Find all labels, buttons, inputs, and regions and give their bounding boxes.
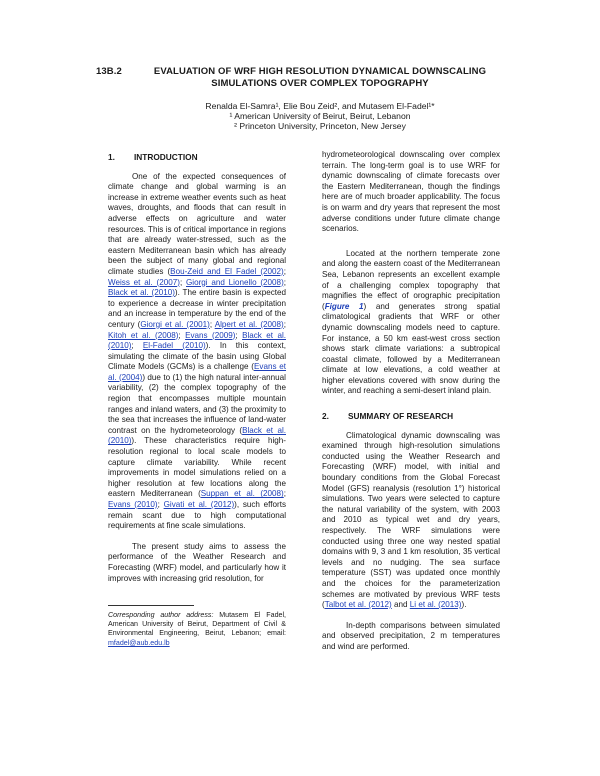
citation-link[interactable]: Li et al. (2013) [409,600,462,610]
paper-number: 13B.2 [96,66,122,77]
text-run: ), such efforts remain scant due to high computational requirements at fine scale simulations. [108,500,287,531]
text-run: ). In this context, simulating the climate of the basin using Global Climate Models (GCMs) is a challenge ( [108,341,286,372]
author-block [150,101,490,132]
intro-paragraph-3 [322,249,500,397]
citation-link[interactable]: Giorgi and Lionello (2008) [186,277,284,287]
citation-link[interactable]: Giorgi et al. (2001) [140,319,210,329]
left-column [108,152,286,584]
section-heading-introduction [108,152,286,163]
paragraph-gap [108,532,286,542]
section-number: 1. [108,152,115,162]
citation-link[interactable]: Evans et al. (2004) [108,362,286,382]
intro-paragraph-2-continued: hydrometeorological downscaling over complex terrain. The long-term goal is to use WRF for dynamic downscaling of climate forecasts over the Eastern Mediterranean, though the findings here are of much broader applicability. The focus is on warm and dry years that represent the most adverse conditions under future climate change scenarios. [322,150,500,234]
footnote-rule [108,605,194,606]
citation-link[interactable]: Black et al. (2010) [108,425,286,446]
paragraph-gap [322,611,500,621]
title-line-2: SIMULATIONS OVER COMPLEX TOPOGRAPHY [211,77,429,89]
text-run: and [391,600,410,610]
text-run: ) due to (1) the high natural inter-annual variability, (2) the complex topography of the region that encompasses multiple mountain ranges and inland waters, and (3) the proximity to the sea that increases the influence of land-water contrast on the hydrometeorology ( [108,372,286,435]
citation-link[interactable]: Talbot et al. (2012) [324,600,392,610]
citation-link[interactable]: Black et al. (2010) [108,288,175,298]
section-title: INTRODUCTION [134,152,198,162]
citation-link[interactable]: Givati et al. (2012) [163,500,235,509]
section-number: 2. [322,411,329,422]
citation-link[interactable]: El-Fadel (2010) [142,341,206,351]
author-names: Renalda El-Samra¹, Elie Bou Zeid², and Mutasem El-Fadel¹* [205,101,435,111]
text-run: ; [283,277,287,287]
footnote-text: Mutasem El Fadel, American University of Beirut, Department of Civil & Environmental Engineering, Beirut, Lebanon; email: [108,611,287,638]
text-run: ). These characteristics require high-resolution regional to local scale models to capture climate variability. While recent improvements in model simulations relied on a higher resolution at few locations along the eastern Mediterranean ( [108,436,286,499]
section-heading-summary [322,411,500,422]
text-run: ; [283,266,286,276]
text-run: ; [157,500,164,509]
citation-link[interactable]: Black et al. (2010) [108,330,286,351]
citation-link[interactable]: Evans (2009) [185,330,236,340]
text-run: ) and generates strong spatial climatological gradients that WRF or other dynamic downscaling models need to capture. For instance, a 50 km east-west cross section shows stark climate variations: a subtropical coastal climate, followed by a Mediterranean climate at low elevations, a cold weather at higher elevations covered with snow during the winter, and reaching a semi-desert inland plain. [322,301,500,396]
paragraph-gap [322,397,500,411]
summary-paragraph-2: In-depth comparisons between simulated and observed precipitation, 2 m temperatures and wind are performed. [322,620,500,651]
citation-link[interactable]: Weiss et al. (2007) [108,277,180,287]
citation-link[interactable]: Bou-Zeid and El Fadel (2002) [170,266,284,276]
text-run: ; [235,330,243,340]
citation-link[interactable]: Kitoh et al. (2008) [108,330,179,340]
citation-link[interactable]: Suppan et al. (2008) [200,489,284,499]
figure-reference-link[interactable]: Figure 1 [324,301,364,311]
text-run: ; [179,277,186,287]
text-run: ; [178,330,186,340]
intro-paragraph-1 [108,172,286,532]
citation-link[interactable]: Alpert et al. (2008) [214,319,284,329]
text-run: Located at the northern temperate zone and along the eastern coast of the Mediterranean Sea, Lebanon represents an excellent example of a challenging complex topography that magnifies the effect of orographic precipitation ( [322,248,500,311]
text-run: ; [283,489,286,499]
text-run: ; [283,319,286,329]
paragraph-gap [322,235,500,249]
text-run: ; [209,319,215,329]
email-link[interactable]: mfadel@aub.edu.lb [108,638,170,647]
intro-paragraph-2: The present study aims to assess the performance of the Weather Research and Forecasting (WRF) model, and particularly how it improves with increasing grid resolution, for [108,541,286,583]
citation-link[interactable]: Evans (2010) [108,500,158,509]
text-run: ). [461,600,467,610]
section-title: SUMMARY OF RESEARCH [348,411,454,422]
text-run: ; [131,341,143,351]
corresponding-author-footnote [108,611,286,648]
affiliation-2: ² Princeton University, Princeton, New Jersey [234,121,406,132]
paper-title [150,66,490,89]
title-line-1: EVALUATION OF WRF HIGH RESOLUTION DYNAMICAL DOWNSCALING [153,66,487,77]
text-run: Climatological dynamic downscaling was examined through high-resolution simulations conducted using the Weather Research and Forecasting (WRF) model, with initial and boundary conditions from the Global Forecast Model (GFS) reanalysis (resolution 1°) historical simulations. Two years were selected to capture the natural variability of the system, with 2003 and 2010 as typical wet and dry years, respectively. The WRF simulations were conducted using three one way nested spatial domains with 9, 3 and 1 km resolution, 35 vertical levels and no nudging. The sea surface temperature (SST) was updated once monthly and the choices for the parameterization schemes are motivated by previous WRF tests ( [322,430,500,610]
text-run: ). The entire basin is expected to experience a decrease in winter precipitation and an increase in temperature by the end of the century ( [108,288,287,329]
affiliation-1: ¹ American University of Beirut, Beirut, Lebanon [229,111,411,122]
right-column [322,150,500,653]
footnote-label: Corresponding author address: [108,611,214,619]
text-run: One of the expected consequences of climate change and global warming is an increase in extreme weather events such as heat waves, droughts, and floods that can result in adverse effects on agriculture and water resources. This is of critical importance in regions that are already water-stressed, such as the eastern Mediterranean basin which has already been the subject of many global and regional climate studies ( [108,171,286,276]
summary-paragraph-1 [322,431,500,611]
